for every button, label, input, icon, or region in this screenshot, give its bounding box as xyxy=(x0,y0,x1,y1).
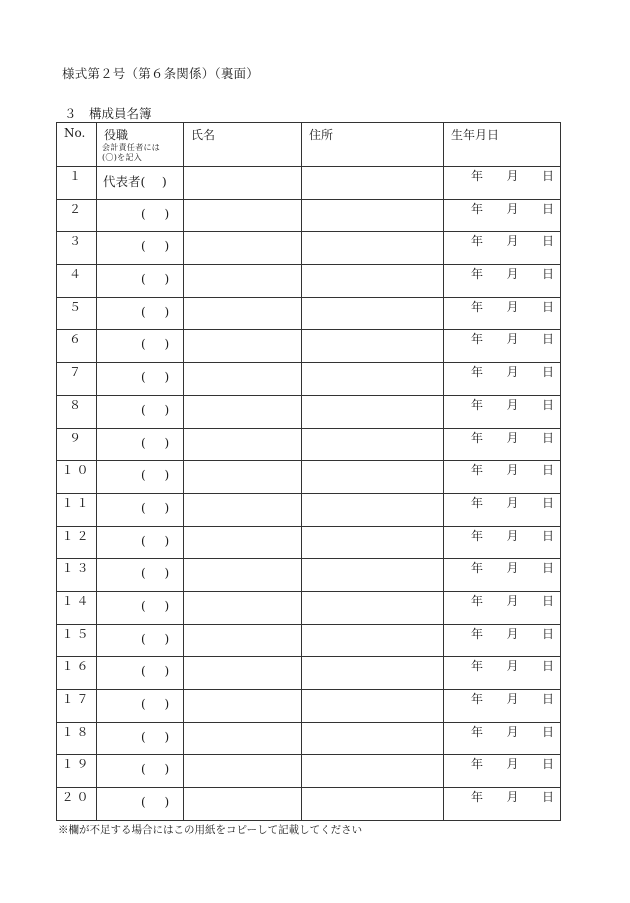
role-cell[interactable] xyxy=(97,461,184,494)
dob-year-unit: 年 xyxy=(471,332,484,347)
row-number: １４ xyxy=(57,591,97,624)
table-row xyxy=(57,199,561,232)
dob-month-unit: 月 xyxy=(506,430,519,445)
dob-cell[interactable] xyxy=(444,657,561,690)
dob-day-unit: 日 xyxy=(541,267,554,282)
table-row xyxy=(57,167,561,200)
address-cell[interactable] xyxy=(302,788,444,821)
dob-day-unit: 日 xyxy=(541,593,554,608)
role-cell[interactable] xyxy=(97,493,184,526)
dob-cell[interactable] xyxy=(444,755,561,788)
row-number: ９ xyxy=(57,428,97,461)
dob-day-unit: 日 xyxy=(541,463,554,478)
row-number: ７ xyxy=(57,363,97,396)
address-cell[interactable] xyxy=(302,167,444,200)
dob-cell[interactable] xyxy=(444,526,561,559)
header-dob xyxy=(444,123,561,167)
role-cell[interactable] xyxy=(97,265,184,298)
row-number: １５ xyxy=(57,624,97,657)
dob-year-unit: 年 xyxy=(471,561,484,576)
accountant-mark-paren: ( ) xyxy=(141,468,171,483)
dob-month-unit: 月 xyxy=(506,397,519,412)
table-row xyxy=(57,395,561,428)
role-cell[interactable] xyxy=(97,624,184,657)
dob-year-unit: 年 xyxy=(471,495,484,510)
address-cell[interactable] xyxy=(302,722,444,755)
table-row xyxy=(57,428,561,461)
row-number: １９ xyxy=(57,755,97,788)
dob-year-unit: 年 xyxy=(471,463,484,478)
row-number: １６ xyxy=(57,657,97,690)
name-cell[interactable] xyxy=(184,232,302,265)
dob-year-unit: 年 xyxy=(471,201,484,216)
address-cell[interactable] xyxy=(302,755,444,788)
footnote: ※欄が不足する場合にはこの用紙をコピーして記載してください xyxy=(58,824,363,836)
dob-month-unit: 月 xyxy=(506,332,519,347)
row-number: ６ xyxy=(57,330,97,363)
dob-cell[interactable] xyxy=(444,297,561,330)
dob-year-unit: 年 xyxy=(471,397,484,412)
accountant-mark-paren: ( ) xyxy=(141,337,171,352)
table-header-row xyxy=(57,123,561,167)
dob-month-unit: 月 xyxy=(506,267,519,282)
dob-month-unit: 月 xyxy=(506,593,519,608)
address-cell[interactable] xyxy=(302,624,444,657)
name-cell[interactable] xyxy=(184,167,302,200)
dob-month-unit: 月 xyxy=(506,757,519,772)
table-row xyxy=(57,755,561,788)
table-row xyxy=(57,788,561,821)
row-number: ３ xyxy=(57,232,97,265)
dob-day-unit: 日 xyxy=(541,201,554,216)
row-number: １７ xyxy=(57,690,97,723)
dob-cell[interactable] xyxy=(444,330,561,363)
table-row xyxy=(57,526,561,559)
dob-cell[interactable] xyxy=(444,788,561,821)
role-cell[interactable] xyxy=(97,722,184,755)
dob-year-unit: 年 xyxy=(471,299,484,314)
dob-cell[interactable] xyxy=(444,363,561,396)
header-role-note-line1: 会計責任者には xyxy=(102,143,161,152)
dob-month-unit: 月 xyxy=(506,234,519,249)
table-row xyxy=(57,722,561,755)
member-roster-table xyxy=(56,122,561,821)
dob-cell[interactable] xyxy=(444,624,561,657)
role-cell[interactable] xyxy=(97,167,184,200)
dob-day-unit: 日 xyxy=(541,430,554,445)
role-cell[interactable] xyxy=(97,788,184,821)
dob-day-unit: 日 xyxy=(541,365,554,380)
table-row xyxy=(57,461,561,494)
row-number: ２０ xyxy=(57,788,97,821)
name-cell[interactable] xyxy=(184,526,302,559)
accountant-mark-paren: ( ) xyxy=(141,795,171,810)
dob-day-unit: 日 xyxy=(541,528,554,543)
name-cell[interactable] xyxy=(184,297,302,330)
dob-year-unit: 年 xyxy=(471,626,484,641)
name-cell[interactable] xyxy=(184,657,302,690)
dob-month-unit: 月 xyxy=(506,299,519,314)
address-cell[interactable] xyxy=(302,363,444,396)
dob-day-unit: 日 xyxy=(541,299,554,314)
dob-cell[interactable] xyxy=(444,722,561,755)
name-cell[interactable] xyxy=(184,461,302,494)
accountant-mark-paren: ( ) xyxy=(141,729,171,744)
accountant-mark-paren: ( ) xyxy=(141,762,171,777)
accountant-mark-paren: ( ) xyxy=(141,370,171,385)
role-cell[interactable] xyxy=(97,297,184,330)
dob-cell[interactable] xyxy=(444,265,561,298)
table-row xyxy=(57,363,561,396)
role-cell[interactable] xyxy=(97,199,184,232)
row-number: ２ xyxy=(57,199,97,232)
dob-year-unit: 年 xyxy=(471,790,484,805)
header-role xyxy=(97,123,184,167)
role-cell[interactable] xyxy=(97,330,184,363)
row-number: ５ xyxy=(57,297,97,330)
address-cell[interactable] xyxy=(302,526,444,559)
header-address-label: 住所 xyxy=(309,128,334,142)
address-cell[interactable] xyxy=(302,297,444,330)
dob-day-unit: 日 xyxy=(541,561,554,576)
table-row xyxy=(57,591,561,624)
dob-year-unit: 年 xyxy=(471,659,484,674)
dob-month-unit: 月 xyxy=(506,659,519,674)
dob-year-unit: 年 xyxy=(471,692,484,706)
dob-month-unit: 月 xyxy=(506,169,519,183)
row-number: １８ xyxy=(57,722,97,755)
header-role-note-line2: (〇)を記入 xyxy=(102,153,143,162)
role-cell[interactable] xyxy=(97,232,184,265)
name-cell[interactable] xyxy=(184,265,302,298)
table-row xyxy=(57,657,561,690)
dob-day-unit: 日 xyxy=(541,626,554,641)
dob-cell[interactable] xyxy=(444,559,561,592)
dob-day-unit: 日 xyxy=(541,692,554,706)
dob-month-unit: 月 xyxy=(506,463,519,478)
name-cell[interactable] xyxy=(184,493,302,526)
dob-day-unit: 日 xyxy=(541,495,554,510)
accountant-mark-paren: ( ) xyxy=(141,500,171,515)
role-cell[interactable] xyxy=(97,755,184,788)
dob-day-unit: 日 xyxy=(541,169,554,183)
header-address xyxy=(302,123,444,167)
dob-month-unit: 月 xyxy=(506,790,519,805)
dob-year-unit: 年 xyxy=(471,365,484,380)
dob-month-unit: 月 xyxy=(506,626,519,641)
accountant-mark-paren: ( ) xyxy=(141,239,171,254)
role-cell[interactable] xyxy=(97,657,184,690)
dob-year-unit: 年 xyxy=(471,234,484,249)
dob-month-unit: 月 xyxy=(506,528,519,543)
dob-month-unit: 月 xyxy=(506,201,519,216)
dob-year-unit: 年 xyxy=(471,169,484,183)
representative-label: 代表者( ) xyxy=(103,174,167,189)
role-cell[interactable] xyxy=(97,559,184,592)
name-cell[interactable] xyxy=(184,755,302,788)
address-cell[interactable] xyxy=(302,330,444,363)
table-row xyxy=(57,559,561,592)
address-cell[interactable] xyxy=(302,559,444,592)
row-number: １３ xyxy=(57,559,97,592)
address-cell[interactable] xyxy=(302,461,444,494)
role-cell[interactable] xyxy=(97,363,184,396)
accountant-mark-paren: ( ) xyxy=(141,697,171,711)
name-cell[interactable] xyxy=(184,330,302,363)
address-cell[interactable] xyxy=(302,199,444,232)
table-row xyxy=(57,297,561,330)
dob-day-unit: 日 xyxy=(541,659,554,674)
address-cell[interactable] xyxy=(302,428,444,461)
dob-day-unit: 日 xyxy=(541,790,554,805)
dob-month-unit: 月 xyxy=(506,495,519,510)
dob-month-unit: 月 xyxy=(506,561,519,576)
name-cell[interactable] xyxy=(184,395,302,428)
name-cell[interactable] xyxy=(184,624,302,657)
dob-year-unit: 年 xyxy=(471,267,484,282)
section-title: ３ 構成員名簿 xyxy=(64,106,152,121)
dob-cell[interactable] xyxy=(444,428,561,461)
role-cell[interactable] xyxy=(97,690,184,723)
row-number: １２ xyxy=(57,526,97,559)
dob-month-unit: 月 xyxy=(506,692,519,706)
accountant-mark-paren: ( ) xyxy=(141,272,171,287)
name-cell[interactable] xyxy=(184,559,302,592)
header-name-label: 氏名 xyxy=(191,128,216,142)
row-number: ８ xyxy=(57,395,97,428)
dob-cell[interactable] xyxy=(444,690,561,723)
table-row xyxy=(57,624,561,657)
accountant-mark-paren: ( ) xyxy=(141,435,171,450)
address-cell[interactable] xyxy=(302,265,444,298)
dob-cell[interactable] xyxy=(444,395,561,428)
row-number: １ xyxy=(57,167,97,200)
role-cell[interactable] xyxy=(97,526,184,559)
address-cell[interactable] xyxy=(302,232,444,265)
dob-cell[interactable] xyxy=(444,167,561,200)
dob-month-unit: 月 xyxy=(506,365,519,380)
accountant-mark-paren: ( ) xyxy=(141,206,171,221)
dob-day-unit: 日 xyxy=(541,724,554,739)
accountant-mark-paren: ( ) xyxy=(141,533,171,548)
accountant-mark-paren: ( ) xyxy=(141,598,171,613)
table-row xyxy=(57,690,561,723)
address-cell[interactable] xyxy=(302,493,444,526)
roster-body xyxy=(57,167,561,821)
address-cell[interactable] xyxy=(302,657,444,690)
dob-year-unit: 年 xyxy=(471,593,484,608)
table-row xyxy=(57,493,561,526)
dob-cell[interactable] xyxy=(444,493,561,526)
dob-day-unit: 日 xyxy=(541,397,554,412)
header-no xyxy=(57,123,97,167)
name-cell[interactable] xyxy=(184,722,302,755)
role-cell[interactable] xyxy=(97,395,184,428)
name-cell[interactable] xyxy=(184,428,302,461)
accountant-mark-paren: ( ) xyxy=(141,631,171,646)
dob-day-unit: 日 xyxy=(541,332,554,347)
accountant-mark-paren: ( ) xyxy=(141,402,171,417)
row-number: １１ xyxy=(57,493,97,526)
role-cell[interactable] xyxy=(97,591,184,624)
accountant-mark-paren: ( ) xyxy=(141,304,171,319)
dob-year-unit: 年 xyxy=(471,528,484,543)
dob-cell[interactable] xyxy=(444,199,561,232)
dob-month-unit: 月 xyxy=(506,724,519,739)
name-cell[interactable] xyxy=(184,363,302,396)
name-cell[interactable] xyxy=(184,690,302,723)
address-cell[interactable] xyxy=(302,395,444,428)
name-cell[interactable] xyxy=(184,788,302,821)
accountant-mark-paren: ( ) xyxy=(141,664,171,679)
dob-cell[interactable] xyxy=(444,232,561,265)
row-number: １０ xyxy=(57,461,97,494)
table-row xyxy=(57,232,561,265)
dob-year-unit: 年 xyxy=(471,757,484,772)
header-no-label: No. xyxy=(64,126,86,140)
table-row xyxy=(57,265,561,298)
dob-cell[interactable] xyxy=(444,591,561,624)
dob-day-unit: 日 xyxy=(541,757,554,772)
dob-day-unit: 日 xyxy=(541,234,554,249)
dob-year-unit: 年 xyxy=(471,724,484,739)
name-cell[interactable] xyxy=(184,199,302,232)
header-dob-label: 生年月日 xyxy=(451,128,500,142)
dob-year-unit: 年 xyxy=(471,430,484,445)
address-cell[interactable] xyxy=(302,690,444,723)
table-row xyxy=(57,330,561,363)
form-label: 様式第２号（第６条関係）（裏面） xyxy=(62,66,259,81)
role-cell[interactable] xyxy=(97,428,184,461)
accountant-mark-paren: ( ) xyxy=(141,566,171,581)
header-role-label: 役職 xyxy=(104,128,129,142)
header-name xyxy=(184,123,302,167)
row-number: ４ xyxy=(57,265,97,298)
name-cell[interactable] xyxy=(184,591,302,624)
address-cell[interactable] xyxy=(302,591,444,624)
dob-cell[interactable] xyxy=(444,461,561,494)
